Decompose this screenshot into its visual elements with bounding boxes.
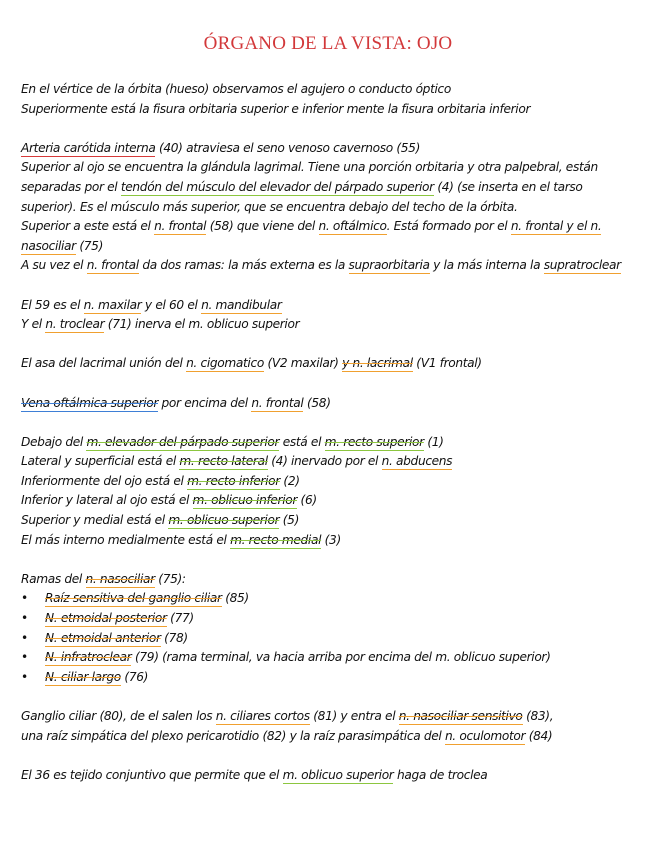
text: (71) inerva el m. oblicuo superior (104, 317, 300, 332)
text: (75): (154, 571, 186, 586)
text: (79) (rama terminal, va hacia arriba por encima del m. oblicuo superior) (131, 650, 551, 665)
text: (6) (297, 493, 317, 508)
highlight-n-oculomotor: n. oculomotor (444, 728, 526, 743)
highlight-n-frontal: n. frontal (251, 395, 304, 410)
text: A su vez el (21, 258, 87, 273)
highlight-m-recto-medial: m. recto medial (230, 532, 322, 547)
text-line (21, 707, 636, 727)
text: Y el (21, 317, 46, 332)
spacer (21, 413, 636, 433)
spacer (21, 276, 636, 296)
highlight-m-recto-superior: m. recto superior (324, 434, 424, 449)
text: El 59 es el (21, 297, 84, 312)
text: El 36 es tejido conjuntivo que permite que el (21, 767, 283, 782)
spacer (21, 374, 636, 394)
highlight-m-recto-lateral: m. recto lateral (179, 454, 268, 469)
text: El más interno medialmente está el (21, 532, 231, 547)
nasociliar-branches-list (21, 589, 636, 687)
text: (78) (160, 630, 188, 645)
highlight-m-oblicuo-superior: m. oblicuo superior (282, 767, 394, 782)
text: una raíz simpática del plexo pericarotidio (82) y la raíz parasimpática del (21, 728, 445, 743)
notes-body (21, 80, 636, 785)
text: da dos ramas: la más externa es la (138, 258, 349, 273)
text: y el 60 el (141, 297, 202, 312)
highlight-m-oblicuo-inferior: m. oblicuo inferior (192, 493, 298, 508)
text: (85) (221, 591, 249, 606)
highlight-n-abducens: n. abducens (381, 454, 453, 469)
text-line (21, 296, 636, 316)
text: (77) (166, 611, 194, 626)
highlight-m-recto-inferior: m. recto inferior (187, 473, 280, 488)
highlight-n-oftalmico: n. oftálmico (318, 219, 387, 234)
highlight-m-elevador: m. elevador del párpado superior (86, 434, 280, 449)
list-item (45, 668, 636, 688)
text-line (21, 80, 636, 100)
text-line (21, 511, 636, 531)
text: haga de troclea (393, 767, 488, 782)
highlight-branch: N. ciliar largo (45, 669, 121, 684)
spacer (21, 687, 636, 707)
text: Debajo del (21, 434, 87, 449)
text: (1) (423, 434, 444, 449)
text: En el vértice de la órbita (hueso) observamos el agujero o conducto óptico (21, 82, 451, 96)
text: (58) (303, 395, 331, 410)
text: Lateral y superficial está el (21, 454, 180, 469)
page-title: ÓRGANO DE LA VISTA: OJO (203, 33, 453, 54)
text: Superior al ojo se encuentra la glándula lagrimal. Tiene una porción orbitaria y otra palpebral, están separadas por el (21, 160, 598, 194)
text: (V2 maxilar) (263, 356, 343, 371)
text: Superior a este está el (21, 219, 155, 234)
highlight-tendon-elevador: tendón del músculo del elevador del párpado superior (120, 179, 434, 194)
highlight-n-cigomatico: n. cigomatico (186, 356, 264, 371)
text: (58) que viene del (206, 219, 319, 234)
text-line (21, 315, 636, 335)
text-line (21, 394, 636, 414)
text: (4) (se inserta en el tarso superior). Es el músculo más superior, que se encuentra debajo del techo de la órbita. (21, 179, 583, 214)
highlight-supratroclear: supratroclear (543, 258, 621, 273)
highlight-branch: N. infratroclear (45, 650, 132, 665)
text: y la más interna la (429, 258, 544, 273)
list-item (45, 589, 636, 609)
text: (76) (120, 669, 149, 684)
text-line (21, 766, 636, 786)
text-line (21, 472, 636, 492)
highlight-vena-oftalmica: Vena oftálmica superior (21, 395, 158, 410)
highlight-n-frontal: n. frontal (86, 258, 139, 273)
text: (2) (279, 473, 300, 488)
text: está el (279, 434, 325, 449)
highlight-n-frontal: n. frontal (154, 219, 207, 234)
text: . Está formado por el (386, 219, 511, 234)
text: por encima del (158, 395, 252, 410)
text-paragraph (21, 158, 636, 217)
highlight-n-troclear: n. troclear (45, 317, 105, 332)
highlight-arteria-carotida: Arteria carótida interna (21, 140, 156, 155)
spacer (21, 119, 636, 139)
spacer (21, 746, 636, 766)
text-paragraph (21, 256, 636, 276)
text-line (21, 452, 636, 472)
text: Inferior y lateral al ojo está el (21, 493, 193, 508)
text: Inferiormente del ojo está el (21, 473, 188, 488)
highlight-branch: N. etmoidal posterior (45, 611, 167, 626)
text-paragraph (21, 217, 636, 256)
text: El asa del lacrimal unión del (21, 356, 187, 371)
highlight-supraorbitaria: supraorbitaria (348, 258, 430, 273)
highlight-branch: Raíz sensitiva del ganglio ciliar (45, 591, 222, 606)
text: (83), (522, 709, 554, 723)
spacer (21, 550, 636, 570)
spacer (21, 335, 636, 355)
highlight-branch: N. etmoidal anterior (45, 630, 161, 645)
highlight-n-nasociliar: n. nasociliar (85, 571, 155, 586)
text-line (21, 531, 636, 551)
highlight-n-ciliares-cortos: n. ciliares cortos (215, 709, 310, 723)
text: (81) y entra el (309, 709, 399, 723)
text-line (21, 433, 636, 453)
text-line (21, 139, 636, 159)
highlight-m-oblicuo-superior: m. oblicuo superior (168, 513, 280, 528)
text-line (21, 100, 636, 120)
text: Ramas del (21, 571, 86, 586)
list-item (45, 629, 636, 649)
list-item (45, 648, 636, 668)
text-line (21, 727, 636, 747)
highlight-n-nasociliar-sensitivo: n. nasociliar sensitivo (398, 709, 523, 723)
highlight-n-lacrimal: y n. lacrimal (342, 356, 413, 371)
text-line (21, 570, 636, 590)
text: (40) atraviesa el seno venoso cavernoso (55) (155, 140, 420, 155)
highlight-n-mandibular: n. mandibular (201, 297, 282, 312)
text: (75) (75, 238, 103, 253)
text: (4) inervado por el (267, 454, 382, 469)
text: (3) (321, 532, 341, 547)
text: Ganglio ciliar (80), de el salen los (21, 709, 216, 723)
text: Superior y medial está el (21, 513, 169, 528)
text: Superiormente está la fisura orbitaria superior e inferior mente la fisura orbitaria inferior (21, 101, 531, 116)
text-line (21, 491, 636, 511)
text: (5) (279, 513, 299, 528)
text-line (21, 354, 636, 374)
list-item (45, 609, 636, 629)
text: (V1 frontal) (412, 356, 482, 371)
highlight-n-maxilar: n. maxilar (83, 297, 142, 312)
highlight-n-frontal-nasociliar: n. frontal y el n. nasociliar (21, 219, 602, 253)
text: (84) (525, 728, 553, 743)
